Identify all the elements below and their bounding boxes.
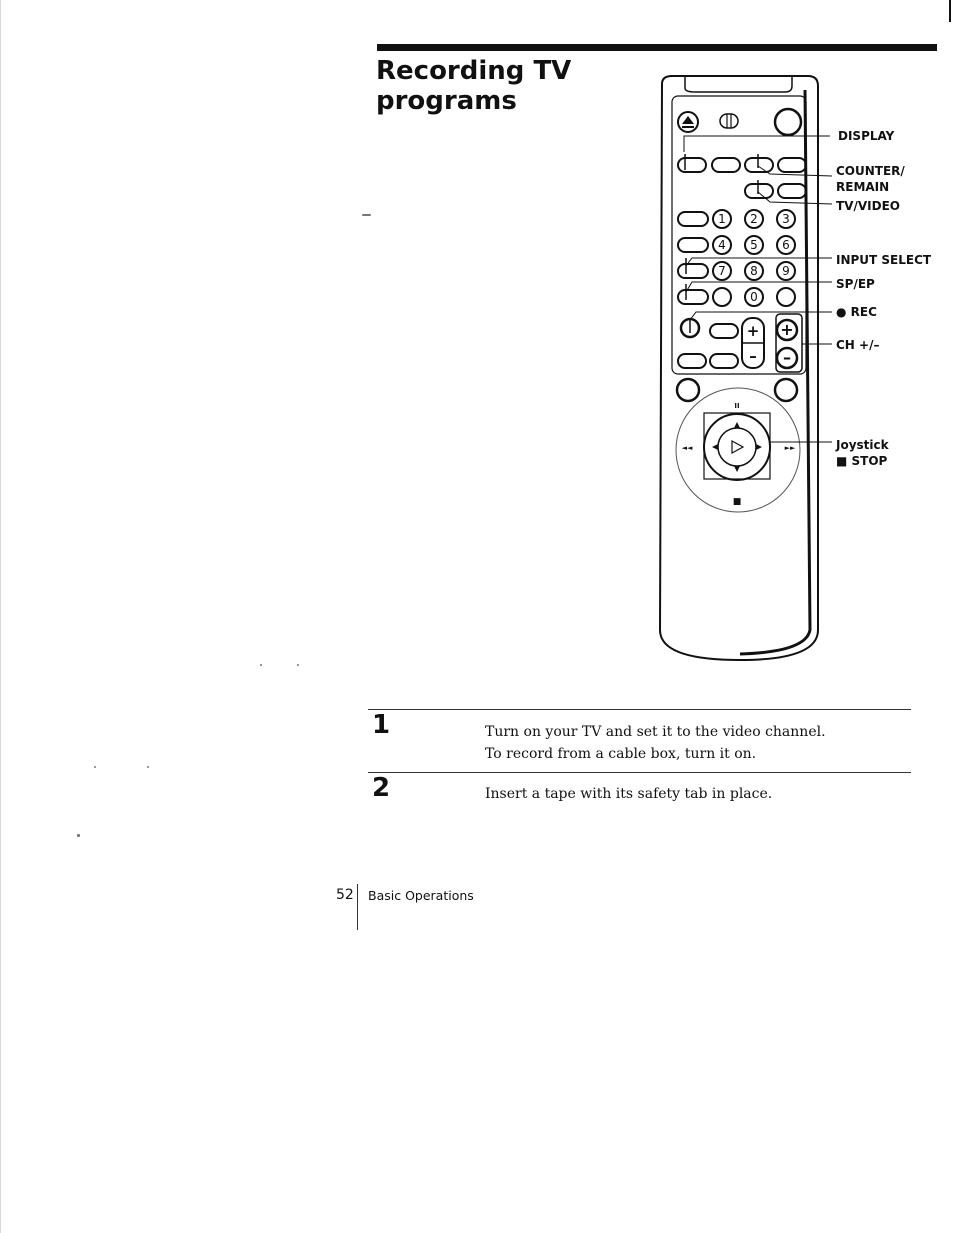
- scan-speck: [297, 664, 299, 666]
- stop-mark: ■: [732, 497, 742, 507]
- scan-speck: [362, 214, 371, 216]
- ch-plus-key: +: [780, 320, 794, 339]
- rewind-mark: ◄◄: [681, 444, 693, 452]
- ch-minus-key: –: [783, 348, 791, 367]
- key-0: 0: [750, 290, 758, 304]
- key-3: 3: [782, 212, 790, 226]
- scan-speck: [260, 664, 262, 666]
- key-2: 2: [750, 212, 758, 226]
- label-ch: CH +/–: [836, 338, 880, 352]
- page-title: [376, 56, 636, 116]
- corner-mark: [949, 0, 951, 22]
- key-7: 7: [718, 264, 726, 278]
- key-8: 8: [750, 264, 758, 278]
- step-1-rule: [368, 709, 911, 710]
- step-2-line-1: Insert a tape with its safety tab in place.: [485, 786, 773, 802]
- page-number: 52: [336, 887, 354, 903]
- vol-minus-key: –: [749, 347, 757, 365]
- page-title-line-2: programs: [376, 86, 517, 116]
- label-joystick: Joystick: [836, 438, 889, 452]
- label-counter-remain-2: REMAIN: [836, 180, 890, 194]
- step-2-rule: [368, 772, 911, 773]
- header-rule: [377, 44, 937, 51]
- scan-edge: [0, 0, 1, 1233]
- label-input-select: INPUT SELECT: [836, 253, 932, 267]
- step-2-number: 2: [372, 773, 391, 803]
- label-stop: [836, 454, 887, 469]
- label-sp-ep: SP/EP: [836, 277, 875, 291]
- scan-speck: [147, 766, 149, 768]
- label-rec: [836, 305, 877, 320]
- label-rec-text: REC: [850, 305, 877, 319]
- section-name: Basic Operations: [368, 888, 474, 903]
- pause-mark: II: [734, 402, 740, 410]
- scan-speck: [94, 766, 96, 768]
- stop-square-icon: ■: [836, 454, 848, 468]
- power-icon: [775, 109, 801, 135]
- step-1-number: 1: [372, 710, 391, 740]
- step-1-line-2: To record from a cable box, turn it on.: [485, 746, 757, 762]
- key-1: 1: [718, 212, 726, 226]
- key-5: 5: [750, 238, 758, 252]
- key-9: 9: [782, 264, 790, 278]
- footer-divider: [357, 884, 358, 930]
- vol-plus-key: +: [746, 322, 760, 340]
- label-tv-video: TV/VIDEO: [836, 199, 900, 213]
- step-1-text: [485, 721, 905, 765]
- rec-dot-icon: ●: [836, 305, 847, 319]
- scan-speck: [77, 834, 80, 837]
- label-display: DISPLAY: [838, 129, 895, 143]
- key-6: 6: [782, 238, 790, 252]
- label-counter-remain-1: COUNTER/: [836, 164, 905, 178]
- step-2-text: [485, 783, 905, 805]
- fast-forward-mark: ►►: [784, 444, 796, 452]
- step-1-line-1: Turn on your TV and set it to the video channel.: [485, 724, 826, 740]
- page-title-line-1: Recording TV: [376, 56, 572, 86]
- key-4: 4: [718, 238, 726, 252]
- label-stop-text: STOP: [851, 454, 888, 468]
- remote-control-illustration: [640, 70, 840, 670]
